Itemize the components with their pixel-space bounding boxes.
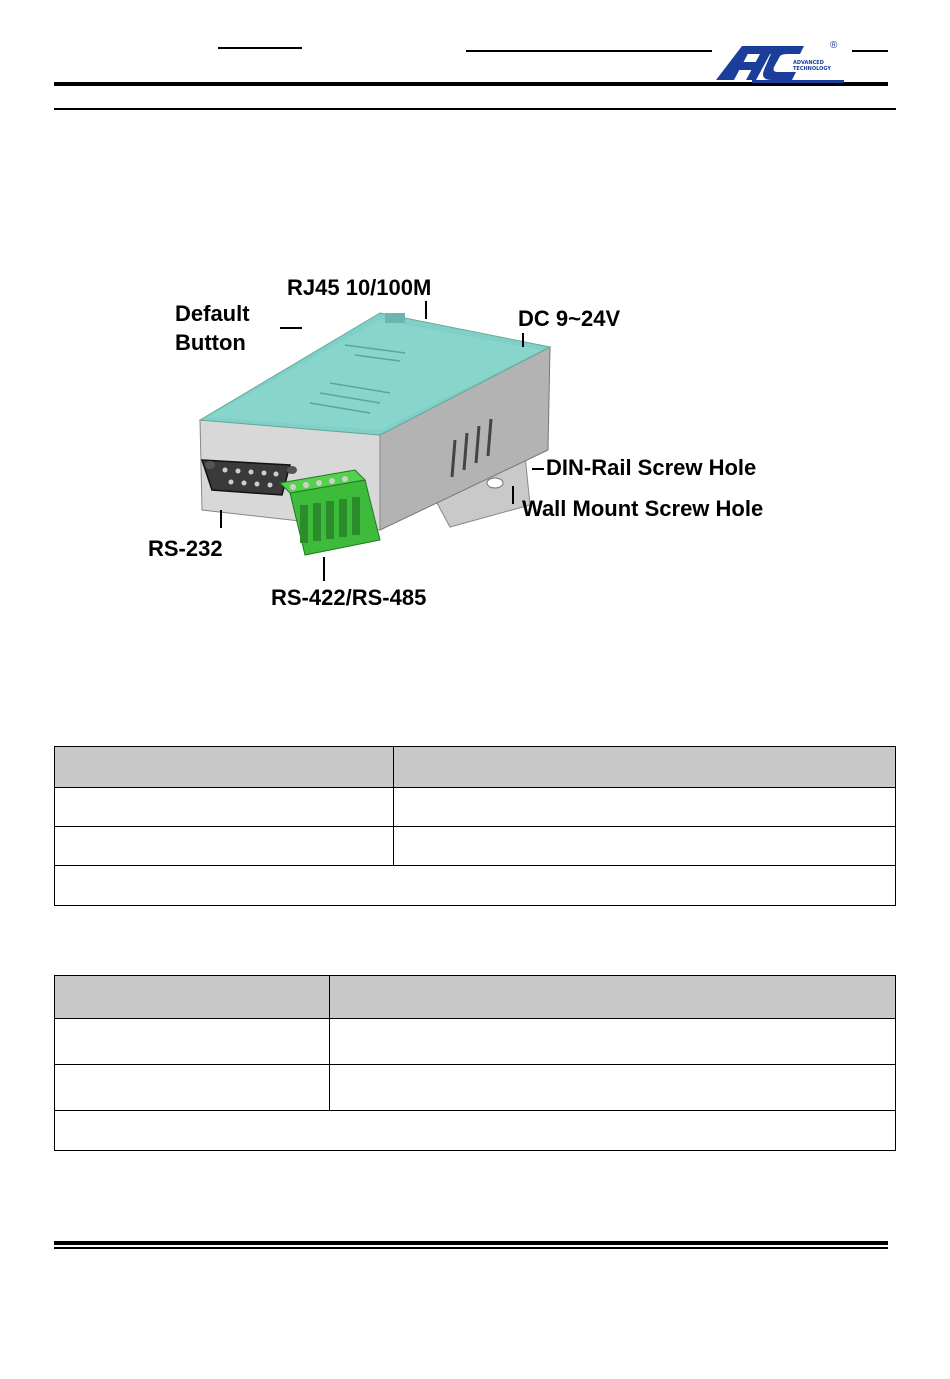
label-rj45: RJ45 10/100M (287, 275, 432, 300)
header-rule-far-right (852, 50, 888, 52)
table-row (55, 827, 896, 866)
table-cell (330, 1019, 896, 1065)
table-row (55, 1111, 896, 1151)
table-cell (55, 1019, 330, 1065)
table-row (55, 1065, 896, 1111)
leader-dc-power (522, 333, 524, 347)
table-header-cell (55, 976, 330, 1019)
table-cell (330, 1065, 896, 1111)
table-header-cell (330, 976, 896, 1019)
label-dc-power: DC 9~24V (518, 306, 621, 331)
table-footer-cell (55, 866, 896, 906)
table-cell (55, 827, 394, 866)
table-cell (55, 788, 394, 827)
label-rs422-485: RS-422/RS-485 (271, 585, 427, 610)
header-thin-rule (54, 108, 896, 110)
registered-mark: ® (830, 40, 838, 51)
leader-wall-mount (512, 486, 514, 504)
spec-table-1 (54, 746, 896, 906)
label-wall-mount: Wall Mount Screw Hole (522, 496, 764, 521)
label-din-rail: DIN-Rail Screw Hole (546, 455, 757, 480)
footer-thin-rule (54, 1247, 888, 1249)
header-short-rule (218, 47, 302, 49)
table-footer-cell (55, 1111, 896, 1151)
table-row (55, 866, 896, 906)
table-header-cell (394, 747, 896, 788)
device-figure (130, 265, 830, 625)
spec-table-2 (54, 975, 896, 1151)
leader-rj45 (425, 301, 427, 319)
table-header-row (55, 747, 896, 788)
leader-default-button (280, 327, 302, 329)
label-default-button-1: Default (175, 301, 250, 326)
logo-tagline: ADVANCED TECHNOLOGY (793, 60, 831, 72)
table-cell (394, 788, 896, 827)
label-default-button-2: Button (175, 330, 246, 355)
leader-din-rail (532, 468, 544, 470)
table-row (55, 788, 896, 827)
label-rs232: RS-232 (148, 536, 223, 561)
footer-thick-rule (54, 1241, 888, 1245)
table-row (55, 1019, 896, 1065)
leader-rs422-485 (323, 557, 325, 581)
leader-rs232 (220, 510, 222, 528)
table-header-row (55, 976, 896, 1019)
table-cell (55, 1065, 330, 1111)
table-header-cell (55, 747, 394, 788)
header-rule-right (466, 50, 712, 52)
table-cell (394, 827, 896, 866)
